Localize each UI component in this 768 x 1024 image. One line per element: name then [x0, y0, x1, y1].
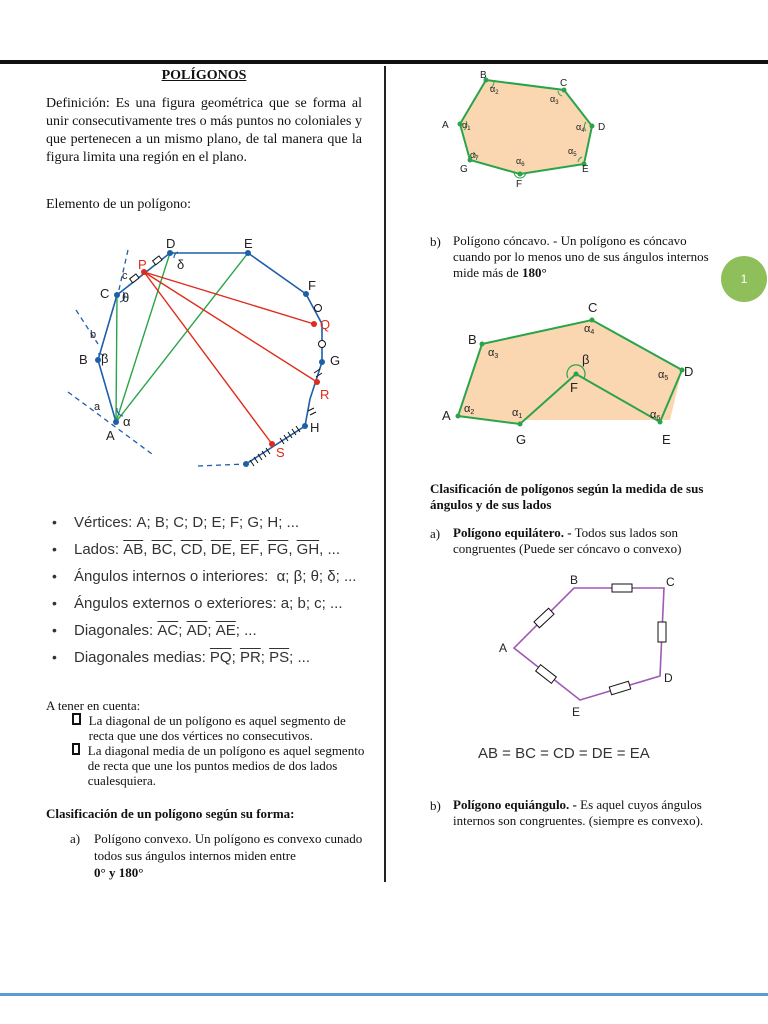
equiangular-letter: b): [430, 798, 441, 813]
svg-text:α1: α1: [512, 407, 523, 420]
label-R: R: [320, 387, 330, 402]
svg-text:α2: $\alpha_2$: [490, 84, 499, 96]
label-theta: θ: [122, 290, 130, 305]
svg-text:A: A: [442, 120, 449, 131]
list-item: • Ángulos externos o exteriores: a; b; c; ...: [52, 595, 343, 612]
column-divider: [384, 66, 386, 882]
label-b: b: [90, 329, 97, 341]
page-number-badge: 1: [721, 256, 767, 302]
svg-text:G: G: [516, 432, 527, 447]
svg-text:E: E: [572, 705, 581, 719]
measure-classification-heading: Clasificación de polígonos según la medida de sus ángulos y de sus lados: [430, 481, 704, 512]
svg-text:B: B: [468, 332, 477, 347]
svg-text:D: D: [598, 122, 606, 133]
svg-text:α6: $\alpha_6$: [516, 156, 525, 168]
svg-text:C: C: [560, 78, 568, 89]
svg-text:α5: α5: [658, 369, 669, 382]
svg-text:G: G: [460, 164, 468, 175]
bottom-rule: [0, 993, 768, 996]
svg-text:E: E: [662, 432, 671, 447]
equilateral-polygon-diagram: [496, 570, 686, 720]
concave-text: Polígono cóncavo. - Un polígono es cóncavo cuando por lo menos uno de sus ángulos internos mide más de 180°: [453, 233, 709, 280]
label-a: a: [94, 401, 101, 413]
svg-text:F: F: [570, 380, 578, 395]
label-Q: Q: [320, 317, 331, 332]
svg-text:A: A: [499, 641, 508, 655]
checkbox-icon: [72, 743, 80, 755]
equilateral-text: Polígono equilátero. - Todos sus lados son congruentes (Puede ser cóncavo o convexo): [453, 525, 682, 556]
label-C: C: [100, 286, 110, 301]
equal-sides-equation: AB = BC = CD = DE = EA: [478, 745, 650, 762]
convex-text: Polígono convexo. Un polígono es convexo cunado todos sus ángulos internos miden entre 0° y 180°: [94, 831, 363, 880]
svg-text:α7: $\alpha_7$: [470, 150, 479, 162]
label-D: D: [166, 236, 176, 251]
label-P: P: [138, 257, 147, 272]
label-alpha: α: [123, 414, 131, 429]
svg-text:α3: $\alpha_3$: [550, 94, 559, 106]
concave-polygon-diagram: [436, 296, 706, 452]
label-E: E: [244, 236, 253, 251]
svg-text:C: C: [588, 300, 598, 315]
svg-text:β: β: [582, 352, 590, 367]
label-G: G: [330, 353, 341, 368]
equilateral-letter: a): [430, 526, 441, 541]
label-beta: β: [101, 351, 109, 366]
list-item: • Diagonales: $\overline{AC}$ ; $\overline{AD}$ ; $\overline{AE}$ ; ...: [52, 622, 257, 639]
label-S: S: [276, 445, 285, 460]
note-heading: A tener en cuenta:: [46, 698, 141, 713]
label-A: A: [106, 428, 115, 443]
label-delta: δ: [177, 257, 185, 272]
list-item: • Vértices: A; B; C; D; E; F; G; H; ...: [52, 514, 300, 531]
concave-letter: b): [430, 234, 441, 249]
svg-text:E: E: [582, 164, 589, 175]
checkbox-icon: [72, 713, 81, 725]
svg-text:F: F: [516, 179, 523, 190]
svg-text:B: B: [480, 70, 487, 81]
svg-text:D: D: [684, 364, 694, 379]
convex-letter: a): [70, 831, 81, 846]
svg-text:α6: α6: [650, 409, 661, 422]
svg-text:B: B: [570, 573, 579, 587]
equiangular-text: Polígono equiángulo. - Es aquel cuyos ángulos internos son congruentes. (siempre es convexo).: [453, 797, 704, 828]
svg-text:α3: α3: [488, 347, 499, 360]
top-rule: [0, 60, 768, 64]
svg-text:C: C: [666, 575, 675, 589]
list-item: • Ángulos internos o interiores: α; β; θ; δ; ...: [52, 568, 357, 585]
list-item: • Diagonales medias: $\overline{PQ}$ ; $\overline{PR}$ ; $\overline{PS}$ ; ...: [52, 649, 311, 666]
polygon-elements-diagram: [60, 232, 370, 472]
page-title: POLÍGONOS: [161, 68, 247, 83]
note-item: La diagonal media de un polígono es aquel segmento de recta que une los puntos medios de dos lados cualesquiera.: [72, 743, 372, 788]
svg-text:D: D: [664, 671, 673, 685]
label-H: H: [310, 420, 320, 435]
label-c: c: [122, 270, 128, 282]
definition-text: Definición: Es una figura geométrica que se forma al unir consecutivamente tres o más puntos no coloniales y que pertenecen a un mismo plano, de tal manera que la figura limita una región en el plano.: [46, 96, 362, 165]
label-B: B: [79, 352, 88, 367]
elements-list: [52, 514, 382, 676]
note-item: La diagonal de un polígono es aquel segmento de recta que une dos vértices no consecutivos.: [72, 713, 372, 743]
svg-text:α1: $\alpha_1$: [462, 120, 471, 132]
shape-classification-heading: Clasificación de un polígono según su forma:: [46, 806, 295, 821]
list-item: • Lados: $\overline{AB}$ , $\overline{BC}$ , $\overline{CD}$ , $\overline{DE}$ , $\overline{EF}$ , $\overline{FG}$ , $\overline{GH}$ , ...: [52, 541, 341, 558]
svg-text:α4: $\alpha_4$: [576, 122, 585, 134]
elements-heading: Elemento de un polígono:: [46, 197, 192, 212]
svg-text:α4: α4: [584, 323, 595, 336]
convex-polygon-diagram: [436, 66, 636, 190]
svg-text:α5: $\alpha_5$: [568, 146, 577, 158]
label-F: F: [308, 278, 316, 293]
svg-text:A: A: [442, 408, 451, 423]
svg-text:α2: α2: [464, 403, 475, 416]
